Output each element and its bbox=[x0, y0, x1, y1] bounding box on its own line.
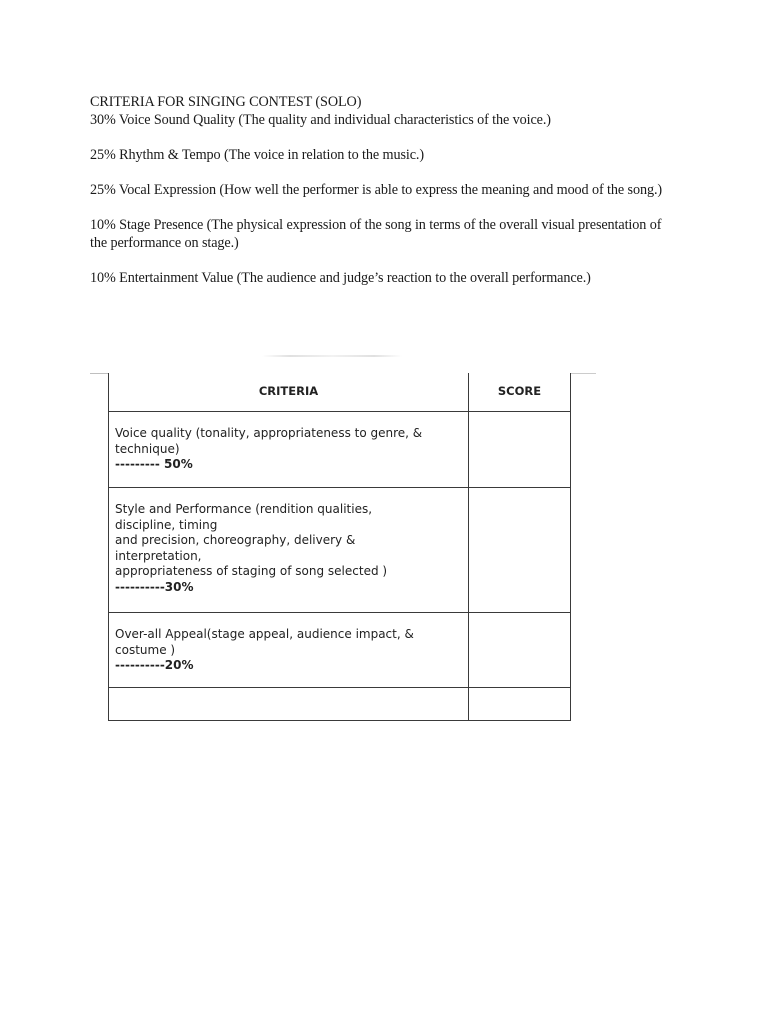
document-body bbox=[90, 93, 680, 304]
criteria-text: Voice quality (tonality, appropriateness to genre, & bbox=[115, 426, 423, 440]
criteria-weight: --------- 50% bbox=[115, 457, 193, 471]
table-row-cut-off bbox=[109, 688, 571, 721]
criteria-column-header: CRITERIA bbox=[109, 373, 469, 412]
criteria-text: discipline, timing bbox=[115, 517, 218, 532]
criteria-table-image bbox=[90, 355, 600, 707]
criterion-rhythm-tempo: 25% Rhythm & Tempo (The voice in relation to the music.) bbox=[90, 147, 424, 163]
scan-artifact-line bbox=[262, 355, 402, 357]
criteria-text: Over-all Appeal(stage appeal, audience impact, & bbox=[115, 627, 414, 641]
criteria-table bbox=[108, 373, 571, 721]
criteria-cell bbox=[109, 412, 469, 488]
criteria-text: appropriateness of staging of song selected ) bbox=[115, 564, 388, 578]
criteria-text: and precision, choreography, delivery & bbox=[115, 533, 356, 547]
criterion-stage-presence: 10% Stage Presence (The physical expression of the song in terms of the overall visual presentation of the performance on stage.) bbox=[90, 217, 662, 251]
document-heading: CRITERIA FOR SINGING CONTEST (SOLO) bbox=[90, 94, 362, 110]
criterion-voice-sound-quality: 30% Voice Sound Quality (The quality and individual characteristics of the voice.) bbox=[90, 112, 551, 128]
criteria-weight: ----------20% bbox=[115, 658, 194, 672]
criteria-cell bbox=[109, 613, 469, 688]
score-column-header: SCORE bbox=[469, 373, 571, 412]
criteria-text: interpretation, bbox=[115, 548, 202, 563]
scan-artifact-line bbox=[570, 373, 596, 374]
score-cell bbox=[469, 613, 571, 688]
criteria-text: technique) bbox=[115, 441, 180, 456]
criterion-vocal-expression: 25% Vocal Expression (How well the performer is able to express the meaning and mood of the song.) bbox=[90, 182, 663, 198]
table-row bbox=[109, 488, 571, 613]
criteria-text: costume ) bbox=[115, 642, 176, 657]
criteria-cell bbox=[109, 688, 469, 721]
score-cell bbox=[469, 688, 571, 721]
score-cell bbox=[469, 488, 571, 613]
table-row bbox=[109, 613, 571, 688]
table-header-row bbox=[109, 373, 571, 412]
criteria-cell bbox=[109, 488, 469, 613]
criteria-text: Style and Performance (rendition qualities, bbox=[115, 502, 373, 516]
table-row bbox=[109, 412, 571, 488]
criterion-entertainment-value: 10% Entertainment Value (The audience and judge’s reaction to the overall performance.) bbox=[90, 270, 591, 286]
scan-artifact-line bbox=[90, 373, 108, 374]
score-cell bbox=[469, 412, 571, 488]
criteria-weight: ----------30% bbox=[115, 579, 194, 594]
